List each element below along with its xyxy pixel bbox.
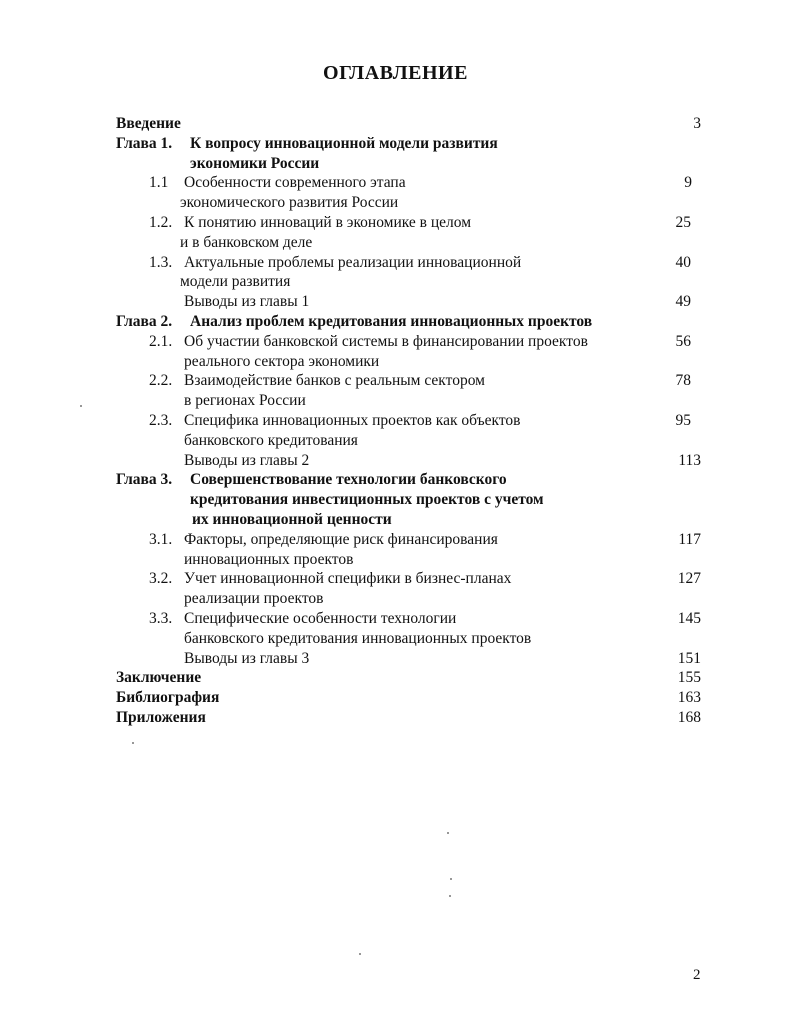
chapter-title: их инновационной ценности — [192, 510, 392, 528]
entry-label: Приложения — [116, 708, 206, 726]
toc-entry-intro — [0, 114, 791, 134]
toc-section-2-1-cont — [0, 352, 791, 372]
section-number: 3.1. — [149, 530, 173, 548]
entry-page: 25 — [675, 213, 691, 231]
entry-label: Выводы из главы 1 — [184, 293, 310, 311]
toc-entry-conclusion — [0, 668, 791, 688]
section-number: 2.1. — [149, 332, 173, 350]
toc-section-3-3-cont — [0, 629, 791, 649]
section-title: Актуальные проблемы реализации инновационной — [184, 253, 522, 271]
section-number: 2.3. — [149, 411, 173, 429]
toc-conclusions-3 — [0, 649, 791, 669]
toc-section-3-1-cont — [0, 550, 791, 570]
entry-label: Выводы из главы 2 — [184, 451, 310, 469]
scan-speck — [447, 832, 449, 834]
entry-page: 78 — [675, 372, 691, 390]
section-number: 3.3. — [149, 609, 173, 627]
chapter-title: кредитования инвестиционных проектов с учетом — [190, 491, 544, 509]
section-title: Об участии банковской системы в финансировании проектов — [184, 332, 588, 350]
toc-section-2-3 — [0, 411, 791, 431]
entry-page: 9 — [684, 174, 692, 192]
page-number: 2 — [693, 967, 701, 983]
entry-label: Заключение — [116, 669, 202, 687]
chapter-label: Глава 1. — [116, 134, 173, 152]
entry-label: Выводы из главы 3 — [184, 649, 310, 667]
entry-page: 127 — [677, 570, 701, 588]
toc-conclusions-1 — [0, 292, 791, 312]
toc-chapter-3-cont-2 — [0, 510, 791, 530]
toc-section-3-2 — [0, 569, 791, 589]
section-number: 2.2. — [149, 372, 173, 390]
toc-entry-appendix — [0, 708, 791, 728]
chapter-title: Совершенствование технологии банковского — [190, 471, 507, 489]
scan-speck — [449, 895, 451, 897]
page-title: ОГЛАВЛЕНИЕ — [323, 62, 468, 84]
entry-page: 155 — [677, 669, 701, 687]
scan-speck — [80, 405, 82, 407]
chapter-label: Глава 3. — [116, 471, 173, 489]
toc-section-1-1 — [0, 173, 791, 193]
section-title: Учет инновационной специфики в бизнес-планах — [184, 570, 512, 588]
entry-page: 40 — [675, 253, 691, 271]
entry-page: 3 — [693, 115, 701, 132]
section-title: и в банковском деле — [180, 233, 313, 251]
entry-page: 56 — [675, 332, 691, 350]
toc-section-3-1 — [0, 530, 791, 550]
entry-page: 49 — [675, 293, 691, 311]
section-title: реального сектора экономики — [184, 352, 380, 370]
entry-label: Библиография — [116, 689, 220, 707]
section-title: банковского кредитования инновационных проектов — [184, 629, 532, 647]
scan-speck — [359, 953, 361, 955]
table-of-contents — [0, 114, 791, 728]
section-number: 3.2. — [149, 570, 173, 588]
chapter-label: Глава 2. — [116, 312, 173, 330]
section-title: экономического развития России — [180, 194, 399, 212]
toc-chapter-1-cont — [0, 154, 791, 174]
toc-chapter-3-cont — [0, 490, 791, 510]
scan-speck — [450, 878, 452, 880]
toc-chapter-2 — [0, 312, 791, 332]
section-title: инновационных проектов — [184, 550, 354, 568]
section-title: Взаимодействие банков с реальным сектором — [184, 372, 485, 390]
section-title: Специфические особенности технологии — [184, 609, 457, 627]
toc-section-2-2-cont — [0, 391, 791, 411]
section-title: банковского кредитования — [184, 431, 358, 449]
entry-page: 151 — [677, 649, 701, 667]
toc-conclusions-2 — [0, 451, 791, 471]
toc-section-1-3 — [0, 253, 791, 273]
toc-section-3-3 — [0, 609, 791, 629]
entry-page: 113 — [678, 451, 701, 469]
section-title: Специфика инновационных проектов как объектов — [184, 411, 521, 429]
section-title: Факторы, определяющие риск финансирования — [184, 530, 498, 548]
section-title: Особенности современного этапа — [184, 174, 406, 192]
toc-section-2-1 — [0, 332, 791, 352]
toc-chapter-1 — [0, 134, 791, 154]
chapter-title: экономики России — [190, 154, 320, 172]
section-title: реализации проектов — [184, 590, 324, 608]
toc-section-1-2 — [0, 213, 791, 233]
section-number: 1.3. — [149, 253, 173, 271]
entry-label: Введение — [116, 115, 181, 132]
scan-speck — [132, 742, 134, 744]
toc-section-3-2-cont — [0, 589, 791, 609]
toc-chapter-3 — [0, 470, 791, 490]
entry-page: 95 — [675, 411, 691, 429]
entry-page: 168 — [677, 708, 701, 726]
toc-section-1-1-cont — [0, 193, 791, 213]
entry-page: 145 — [677, 609, 701, 627]
section-title: К понятию инноваций в экономике в целом — [184, 213, 472, 231]
toc-section-1-3-cont — [0, 272, 791, 292]
chapter-title: Анализ проблем кредитования инновационных проектов — [190, 312, 593, 330]
chapter-title: К вопросу инновационной модели развития — [190, 134, 498, 152]
toc-section-2-3-cont — [0, 431, 791, 451]
entry-page: 163 — [677, 689, 701, 707]
toc-entry-bibliography — [0, 688, 791, 708]
toc-section-1-2-cont — [0, 233, 791, 253]
toc-section-2-2 — [0, 371, 791, 391]
entry-page: 117 — [678, 530, 701, 548]
section-title: в регионах России — [184, 392, 306, 410]
section-number: 1.1 — [149, 174, 169, 192]
section-title: модели развития — [180, 273, 291, 291]
section-number: 1.2. — [149, 213, 173, 231]
